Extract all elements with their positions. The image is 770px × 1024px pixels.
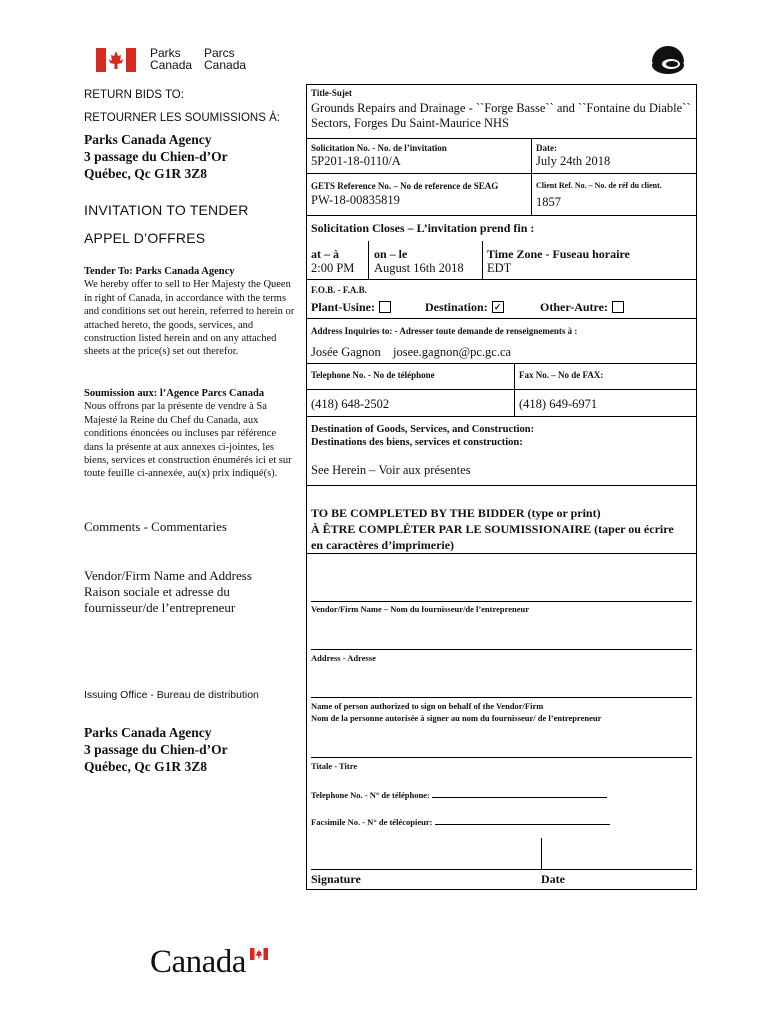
- beaver-emblem-icon: [650, 44, 686, 76]
- parks-en-line2: Canada: [150, 58, 193, 72]
- fob-destination: [425, 300, 504, 315]
- contact-email: josee.gagnon@pc.gc.ca: [393, 345, 512, 359]
- return-address-line2: 3 passage du Chien-d’Or: [84, 149, 228, 164]
- contact-name: Josée Gagnon: [311, 345, 381, 359]
- facsimile-field-row: [311, 814, 610, 827]
- fax-value: (418) 649-6971: [519, 397, 598, 411]
- issuing-address-line2: 3 passage du Chien-d’Or: [84, 742, 228, 757]
- bidder-line3: en caractères d’imprimerie): [311, 538, 455, 552]
- bidder-instructions: [311, 505, 674, 553]
- issuing-address-line1: Parks Canada Agency: [84, 725, 212, 740]
- signature-date-label: Date: [541, 872, 565, 886]
- destination-goods-en: Destination of Goods, Services, and Construction:: [311, 424, 535, 435]
- parks-en-line1: Parks: [150, 46, 181, 60]
- soumission-block: [84, 387, 296, 481]
- telephone-value: (418) 648-2502: [311, 397, 390, 411]
- authorized-label: [311, 700, 601, 724]
- fob-other: [540, 300, 624, 315]
- date-label: Date:: [536, 143, 557, 153]
- other-label: Other-Autre:: [540, 300, 608, 314]
- vendor-name-label: Vendor/Firm Name – Nom du fournisseur/de l’entrepreneur: [311, 604, 529, 614]
- tender-to-text: We hereby offer to sell to Her Majesty the Queen in right of Canada, in accordance with the terms and conditions set out herein, referred to herein or attached hereto, the goods, services, and construction listed herein and on any attached sheets at the price(s) set out therefor.: [84, 279, 295, 358]
- solicitation-label: Solicitation No. - No. de l’invitation: [311, 143, 447, 153]
- on-label: on – le: [374, 247, 408, 261]
- address-label: Address - Adresse: [311, 653, 376, 663]
- timezone-value: EDT: [487, 261, 512, 275]
- bidder-line2: À ÊTRE COMPLÉTER PAR LE SOUMISSIONAIRE (taper ou écrire: [311, 522, 674, 536]
- at-label: at – à: [311, 247, 339, 261]
- on-value: August 16th 2018: [374, 261, 464, 275]
- address-field[interactable]: [311, 649, 692, 650]
- issuing-address-line3: Québec, Qc G1R 3Z8: [84, 759, 207, 774]
- gets-value: PW-18-00835819: [311, 193, 400, 207]
- comments-label: Comments - Commentaries: [84, 519, 227, 534]
- canada-flag-icon: [96, 48, 136, 72]
- canada-wordmark-text: Canada: [150, 944, 246, 980]
- title-label: Title-Sujet: [311, 88, 352, 98]
- titale-label: Titale - Titre: [311, 761, 358, 771]
- fax-label: Fax No. – No de FAX:: [519, 370, 604, 380]
- vendor-name-field[interactable]: [311, 601, 692, 602]
- vendor-label-line3: fournisseur/de l’entrepreneur: [84, 600, 236, 615]
- at-value: 2:00 PM: [311, 261, 355, 275]
- destination-checkbox[interactable]: ✓: [492, 301, 504, 313]
- invitation-title-en: INVITATION TO TENDER: [84, 202, 249, 218]
- vendor-label-line1: Vendor/Firm Name and Address: [84, 568, 252, 583]
- return-bids-en: RETURN BIDS TO:: [84, 89, 184, 101]
- tender-to-block: [84, 265, 296, 359]
- closes-label: Solicitation Closes – L’invitation prend fin :: [311, 221, 535, 235]
- solicitation-value: 5P201-18-0110/A: [311, 154, 401, 168]
- canada-wordmark: [150, 942, 275, 982]
- client-ref-label: Client Ref. No. – No. de réf du client.: [536, 181, 662, 190]
- telephone-field[interactable]: [432, 787, 607, 798]
- fob-plant: [311, 300, 391, 315]
- destination-goods: [311, 423, 534, 449]
- vendor-address-label: [84, 568, 252, 616]
- fob-label: F.O.B. - F.A.B.: [311, 285, 367, 295]
- telephone-label: Telephone No. - No de téléphone: [311, 370, 435, 380]
- gets-label: GETS Reference No. – No de reference de SEAG: [311, 181, 499, 191]
- invitation-title-fr: APPEL D’OFFRES: [84, 230, 206, 246]
- return-address-line3: Québec, Qc G1R 3Z8: [84, 166, 207, 181]
- authorized-name-field[interactable]: [311, 697, 692, 698]
- signature-label: Signature: [311, 872, 361, 886]
- see-herein: See Herein – Voir aux présentes: [311, 463, 471, 477]
- soumission-heading: Soumission aux: l’Agence Parcs Canada: [84, 388, 265, 399]
- parks-fr-line2: Canada: [204, 58, 247, 72]
- facsimile-field[interactable]: [435, 814, 610, 825]
- facsimile-field-label: Facsimile No. - N° de télécopieur:: [311, 817, 433, 827]
- tender-to-heading: Tender To: Parks Canada Agency: [84, 266, 235, 277]
- authorized-label-en: Name of person authorized to sign on behalf of the Vendor/Firm: [311, 701, 544, 711]
- timezone-label: Time Zone - Fuseau horaire: [487, 247, 630, 261]
- telephone-field-label: Telephone No. - N° de téléphone:: [311, 790, 430, 800]
- destination-label: Destination:: [425, 300, 488, 314]
- parks-fr-line1: Parcs: [204, 46, 235, 60]
- title-value: Grounds Repairs and Drainage - ``Forge Basse`` and ``Fontaine du Diable`` Sectors, Forges Du Saint-Maurice NHS: [311, 101, 691, 130]
- destination-goods-fr: Destinations des biens, services et construction:: [311, 437, 523, 448]
- plant-checkbox[interactable]: [379, 301, 391, 313]
- other-checkbox[interactable]: [612, 301, 624, 313]
- return-address: [84, 131, 228, 182]
- vendor-label-line2: Raison sociale et adresse du: [84, 584, 230, 599]
- telephone-field-row: [311, 787, 607, 800]
- soumission-text: Nous offrons par la présente de vendre à Sa Majesté la Reine du Chef du Canada, aux conditions énoncées ou incluses par référence dans la présente at aux annexes ci-jointes, les biens, services et construction énumérés ici et sur toute feuille ci-annexée, au(x) prix indiqué(s).: [84, 401, 292, 480]
- client-ref-value: 1857: [536, 195, 561, 209]
- authorized-label-fr: Nom de la personne autorisée à signer au nom du fournisseur/ de l’entrepreneur: [311, 713, 602, 723]
- title-field[interactable]: [311, 757, 692, 758]
- return-bids-fr: RETOURNER LES SOUMISSIONS À:: [84, 112, 280, 124]
- return-address-line1: Parks Canada Agency: [84, 132, 212, 147]
- wordmark-flag-icon: [250, 948, 268, 960]
- bidder-line1: TO BE COMPLETED BY THE BIDDER (type or print): [311, 506, 601, 520]
- signature-field[interactable]: [311, 869, 692, 870]
- issuing-office-label: Issuing Office - Bureau de distribution: [84, 689, 259, 701]
- issuing-address: [84, 724, 228, 775]
- date-value: July 24th 2018: [536, 154, 611, 168]
- address-inquiries-label: Address Inquiries to: - Adresser toute demande de renseignements à :: [311, 326, 578, 336]
- plant-label: Plant-Usine:: [311, 300, 375, 314]
- parks-canada-logo: [96, 48, 256, 74]
